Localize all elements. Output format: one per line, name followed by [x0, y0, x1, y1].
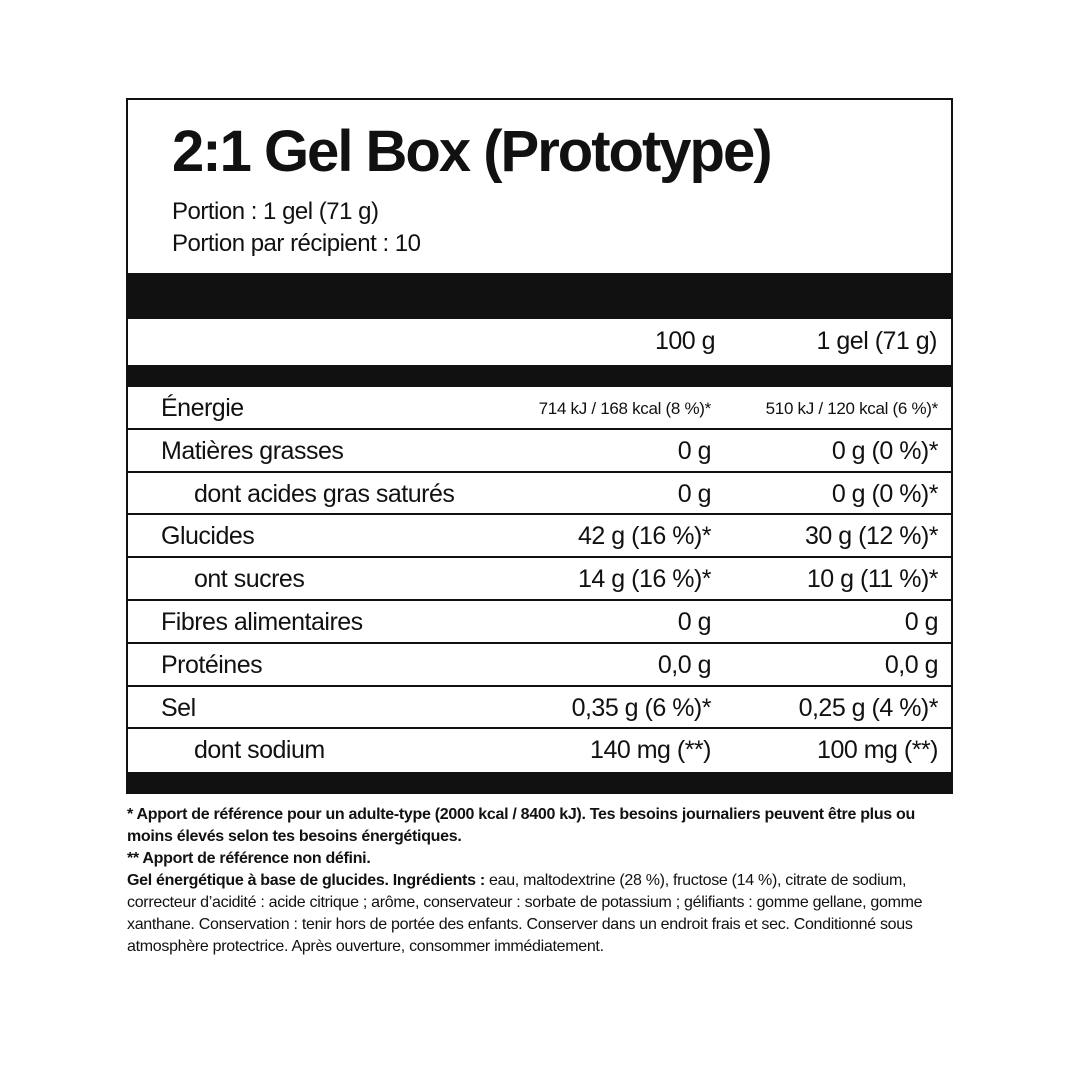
nutrient-name: ont sucres [194, 565, 305, 594]
value-per-100g: 140 mg (**) [590, 736, 711, 765]
ingredients-lead: Gel énergétique à base de glucides. Ingrédients : [127, 872, 485, 889]
divider-bar-middle [126, 365, 953, 387]
value-per-100g: 0,0 g [657, 650, 711, 679]
table-row [128, 644, 951, 687]
nutrient-name: Matières grasses [161, 436, 344, 465]
nutrient-name: Sel [161, 693, 196, 722]
table-row [128, 515, 951, 558]
divider-bar-bottom [126, 772, 953, 794]
value-per-gel: 510 kJ / 120 kcal (6 %)* [765, 399, 938, 418]
value-per-gel: 0,0 g [884, 650, 938, 679]
value-per-100g: 14 g (16 %)* [578, 565, 711, 594]
nutrient-table [128, 387, 951, 772]
table-row [128, 430, 951, 473]
value-per-100g: 0 g [677, 607, 711, 636]
table-row [128, 558, 951, 601]
nutrient-name: Fibres alimentaires [161, 607, 363, 636]
footnotes [127, 804, 947, 958]
value-per-gel: 0,25 g (4 %)* [798, 693, 938, 722]
value-per-100g: 42 g (16 %)* [578, 522, 711, 551]
nutrient-name: Protéines [161, 650, 263, 679]
value-per-100g: 714 kJ / 168 kcal (8 %)* [538, 399, 711, 418]
value-per-gel: 10 g (11 %)* [806, 565, 938, 594]
column-header-per-gel: 1 gel (71 g) [816, 327, 937, 355]
column-header-row [128, 319, 951, 365]
ingredients-text: eau, maltodextrine (28 %), fructose (14 %), citrate de sodium, correcteur d’acidité : acide citrique ; arôme, conservateur : sorbate de potassium ; gélifiants : gomme gellane, gomme xanthane. Conservation : tenir hors de portée des enfants. Conserver dans un endroit frais et sec. Conditionné sous atmosphère protectrice. Après ouverture, consommer immédiatement. [127, 872, 923, 955]
reference-intake-note: * Apport de référence pour un adulte-type (2000 kcal / 8400 kJ). Tes besoins journaliers peuvent être plus ou moins élevés selon tes besoins énergétiques. [127, 806, 915, 845]
value-per-100g: 0 g [677, 479, 711, 508]
value-per-gel: 0 g [904, 607, 938, 636]
portion-size: Portion : 1 gel (71 g) [172, 198, 379, 225]
value-per-gel: 30 g (12 %)* [805, 522, 938, 551]
value-per-100g: 0,35 g (6 %)* [571, 693, 711, 722]
portions-per-container: Portion par récipient : 10 [172, 230, 421, 257]
table-row [128, 387, 951, 430]
table-row [128, 729, 951, 772]
value-per-100g: 0 g [677, 436, 711, 465]
product-title: 2:1 Gel Box (Prototype) [172, 119, 771, 184]
table-row [128, 473, 951, 516]
nutrient-name: Glucides [161, 522, 255, 551]
value-per-gel: 0 g (0 %)* [831, 436, 938, 465]
table-row [128, 687, 951, 730]
nutrient-name: dont sodium [194, 736, 325, 765]
table-row [128, 601, 951, 644]
divider-bar-top [126, 273, 953, 319]
value-per-gel: 0 g (0 %)* [831, 479, 938, 508]
nutrient-name: Énergie [161, 394, 244, 422]
ingredients-paragraph [127, 870, 947, 958]
value-per-gel: 100 mg (**) [817, 736, 938, 765]
column-header-100g: 100 g [654, 327, 715, 355]
nutrition-label [126, 98, 953, 792]
undefined-intake-note: ** Apport de référence non défini. [127, 850, 371, 867]
nutrient-name: dont acides gras saturés [194, 479, 455, 508]
